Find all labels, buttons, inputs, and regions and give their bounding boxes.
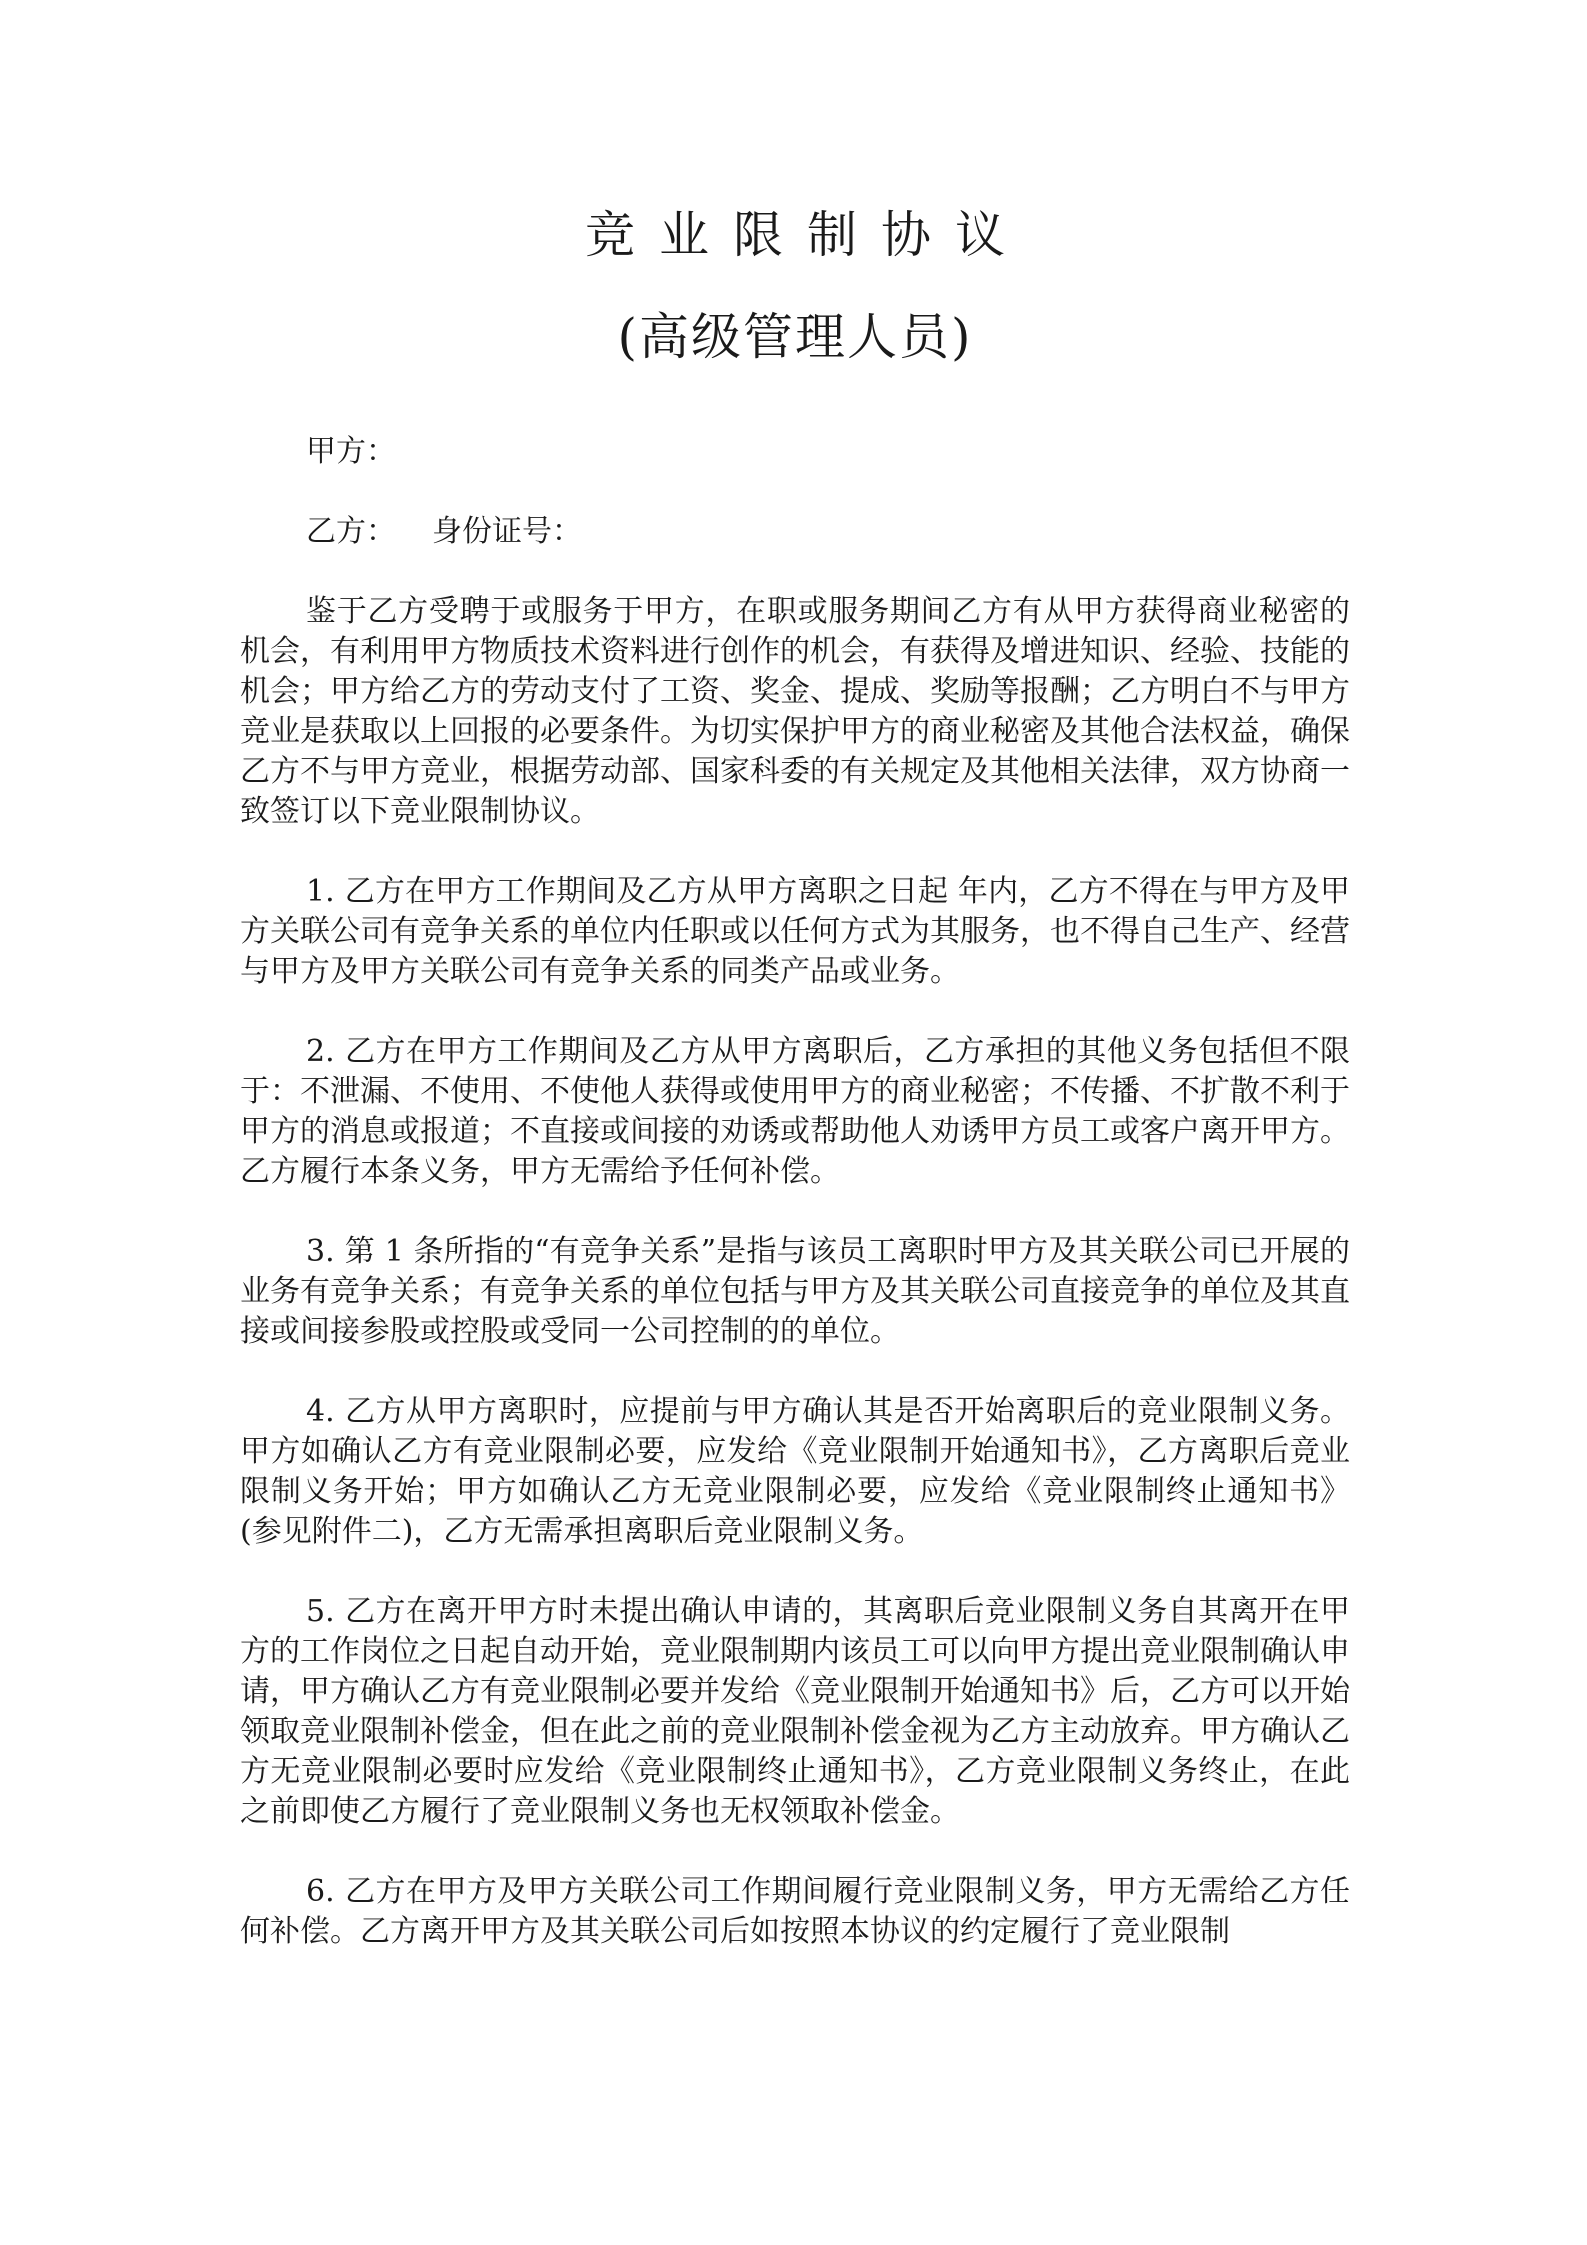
party-b-line <box>240 512 1350 552</box>
clause-5 <box>240 1592 1350 1832</box>
clause-text: 乙方在离开甲方时未提出确认申请的，其离职后竞业限制义务自其离开在甲方的工作岗位之日起自动开始，竞业限制期内该员工可以向甲方提出竞业限制确认申请，甲方确认乙方有竞业限制必要并发给《竞业限制开始通知书》后，乙方可以开始领取竞业限制补偿金，但在此之前的竞业限制补偿金视为乙方主动放弃。甲方确认乙方无竞业限制必要时应发给《竞业限制终止通知书》，乙方竞业限制义务终止，在此之前即使乙方履行了竞业限制义务也无权领取补偿金。 <box>240 1594 1350 1829</box>
clause-6 <box>240 1872 1350 1952</box>
clause-4 <box>240 1392 1350 1552</box>
party-b-label: 乙方： <box>306 514 396 549</box>
document-page <box>240 190 1350 1952</box>
clause-text: 乙方在甲方工作期间及乙方从甲方离职后，乙方承担的其他义务包括但不限于：不泄漏、不使用、不使他人获得或使用甲方的商业秘密；不传播、不扩散不利于甲方的消息或报道；不直接或间接的劝诱或帮助他人劝诱甲方员工或客户离开甲方。乙方履行本条义务，甲方无需给予任何补偿。 <box>240 1034 1350 1189</box>
party-a-label: 甲方： <box>306 434 396 469</box>
clause-text: 乙方从甲方离职时，应提前与甲方确认其是否开始离职后的竞业限制义务。甲方如确认乙方有竞业限制必要，应发给《竞业限制开始通知书》，乙方离职后竞业限制义务开始；甲方如确认乙方无竞业限制必要，应发给《竞业限制终止通知书》(参见附件二)，乙方无需承担离职后竞业限制义务。 <box>240 1394 1350 1549</box>
clause-number: 1. <box>306 874 335 909</box>
clause-number: 5. <box>306 1594 335 1629</box>
clause-number: 2. <box>306 1034 335 1069</box>
clause-text: 第 1 条所指的“有竞争关系”是指与该员工离职时甲方及其关联公司已开展的业务有竞争关系；有竞争关系的单位包括与甲方及其关联公司直接竞争的单位及其直接或间接参股或控股或受同一公司控制的的单位。 <box>240 1234 1350 1349</box>
document-subtitle: (高级管理人员) <box>617 308 973 366</box>
clause-2 <box>240 1032 1350 1192</box>
clause-number: 6. <box>306 1874 335 1909</box>
clause-number: 4. <box>306 1394 335 1429</box>
document-title: 竞业限制协议 <box>585 206 1029 264</box>
preamble-paragraph: 鉴于乙方受聘于或服务于甲方，在职或服务期间乙方有从甲方获得商业秘密的机会，有利用甲方物质技术资料进行创作的机会，有获得及增进知识、经验、技能的机会；甲方给乙方的劳动支付了工资、奖金、提成、奖励等报酬；乙方明白不与甲方竞业是获取以上回报的必要条件。为切实保护甲方的商业秘密及其他合法权益，确保乙方不与甲方竞业，根据劳动部、国家科委的有关规定及其他相关法律，双方协商一致签订以下竞业限制协议。 <box>240 594 1350 829</box>
clause-1 <box>240 872 1350 992</box>
clause-3 <box>240 1232 1350 1352</box>
clause-text: 乙方在甲方及甲方关联公司工作期间履行竞业限制义务，甲方无需给乙方任何补偿。乙方离开甲方及其关联公司后如按照本协议的约定履行了竞业限制 <box>240 1874 1350 1949</box>
clause-number: 3. <box>306 1234 335 1269</box>
party-b-id-label: 身份证号： <box>432 514 582 549</box>
clause-text: 乙方在甲方工作期间及乙方从甲方离职之日起 年内，乙方不得在与甲方及甲方关联公司有竞争关系的单位内任职或以任何方式为其服务，也不得自己生产、经营与甲方及甲方关联公司有竞争关系的同类产品或业务。 <box>240 874 1350 989</box>
party-a-line <box>240 432 1350 472</box>
